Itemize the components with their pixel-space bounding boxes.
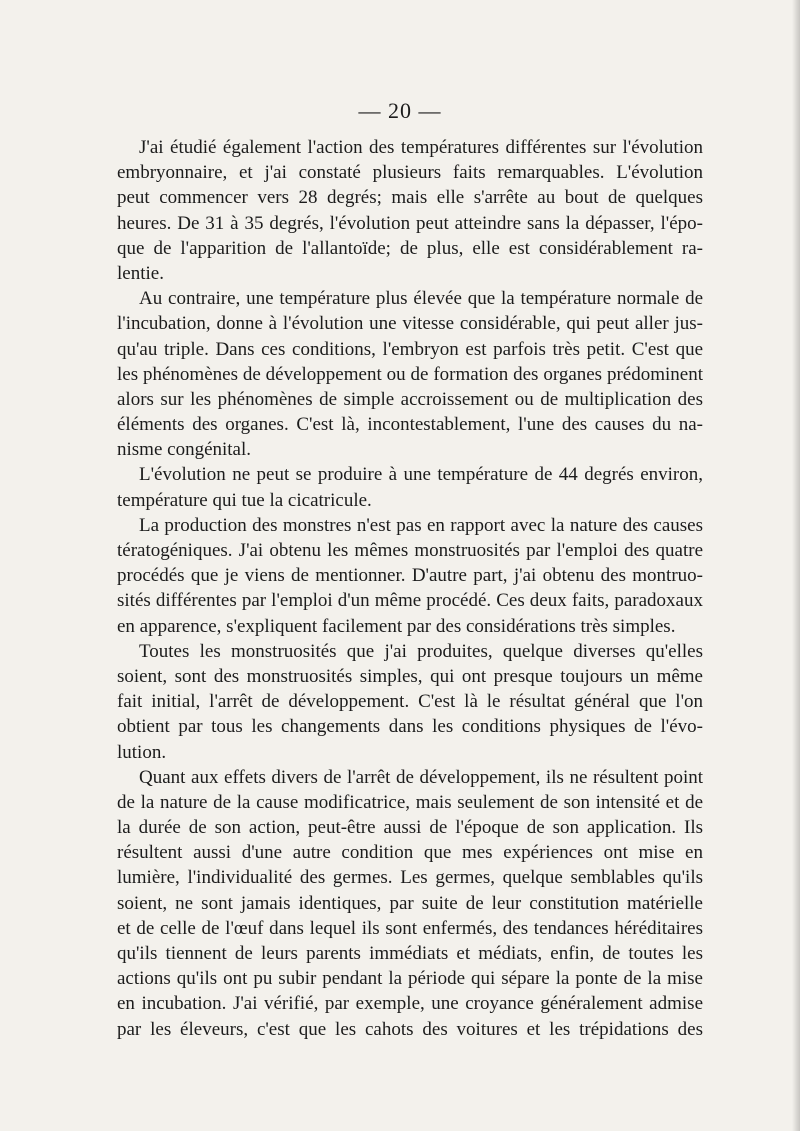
- text-line: alors sur les phénomènes de simple accroissement ou de multiplication des: [117, 388, 703, 410]
- text-line: qu'ils tiennent de leurs parents immédiats et médiats, enfin, de toutes les: [117, 943, 703, 964]
- text-line: peut commencer vers 28 degrés; mais elle s'arrête au bout de quelques: [117, 187, 703, 209]
- text-line: soient, sont des monstruosités simples, qui ont presque toujours un même: [117, 665, 703, 687]
- page-edge-shadow: [792, 0, 800, 1131]
- text-line: de la nature de la cause modificatrice, mais seulement de son intensité et de: [117, 791, 703, 813]
- text-line: La production des monstres n'est pas en rapport avec la nature des causes: [139, 514, 703, 536]
- body-text: [117, 135, 703, 1042]
- text-line: l'incubation, donne à l'évolution une vitesse considérable, qui peut aller jus-: [117, 313, 703, 335]
- text-line: embryonnaire, et j'ai constaté plusieurs faits remarquables. L'évolution: [117, 162, 703, 184]
- text-line: Quant aux effets divers de l'arrêt de développement, ils ne résultent point: [139, 766, 703, 788]
- text-line: par les éleveurs, c'est que les cahots des voitures et les trépidations des: [117, 1018, 703, 1040]
- text-line: sités différentes par l'emploi d'un même procédé. Ces deux faits, paradoxaux: [117, 590, 703, 612]
- text-line: tératogéniques. J'ai obtenu les mêmes monstruosités par l'emploi des quatre: [117, 540, 703, 561]
- text-line: obtient par tous les changements dans les conditions physiques de l'évo-: [117, 716, 703, 738]
- text-line: Toutes les monstruosités que j'ai produites, quelque diverses qu'elles: [139, 640, 703, 662]
- text-line: résultent aussi d'une autre condition que mes expériences ont mise en: [117, 842, 703, 864]
- text-line: qu'au triple. Dans ces conditions, l'embryon est parfois très petit. C'est que: [117, 338, 703, 360]
- page-number: — 20 —: [358, 98, 442, 123]
- text-line: Au contraire, une température plus élevée que la température normale de: [139, 288, 703, 310]
- text-line: et de celle de l'œuf dans lequel ils sont enfermés, des tendances héréditaires: [117, 917, 703, 939]
- text-line: que de l'apparition de l'allantoïde; de plus, elle est considérablement ra-: [117, 237, 703, 259]
- text-line: température qui tue la cicatricule.: [117, 489, 372, 511]
- text-line: L'évolution ne peut se produire à une température de 44 degrés environ,: [139, 464, 703, 486]
- text-line: nisme congénital.: [117, 439, 252, 461]
- text-line: la durée de son action, peut-être aussi de l'époque de son application. Ils: [117, 817, 703, 839]
- text-line: éléments des organes. C'est là, incontestablement, l'une des causes du na-: [117, 414, 703, 436]
- text-line: heures. De 31 à 35 degrés, l'évolution peut atteindre sans la dépasser, l'épo-: [117, 212, 703, 234]
- text-line: actions qu'ils ont pu subir pendant la période qui sépare la ponte de la mise: [117, 968, 703, 990]
- text-line: fait initial, l'arrêt de développement. C'est là le résultat général que l'on: [117, 691, 703, 713]
- text-line: J'ai étudié également l'action des températures différentes sur l'évolution: [139, 137, 703, 158]
- text-line: lentie.: [117, 262, 164, 284]
- text-line: en incubation. J'ai vérifié, par exemple, une croyance généralement admise: [117, 993, 703, 1015]
- text-line: les phénomènes de développement ou de formation des organes prédominent: [117, 363, 703, 385]
- text-line: soient, ne sont jamais identiques, par suite de leur constitution matérielle: [117, 892, 703, 914]
- text-line: en apparence, s'expliquent facilement par des considérations très simples.: [117, 615, 676, 637]
- text-line: lumière, l'individualité des germes. Les germes, quelque semblables qu'ils: [117, 867, 703, 889]
- text-line: lution.: [117, 741, 167, 763]
- text-line: procédés que je viens de mentionner. D'autre part, j'ai obtenu des montruo-: [117, 565, 703, 587]
